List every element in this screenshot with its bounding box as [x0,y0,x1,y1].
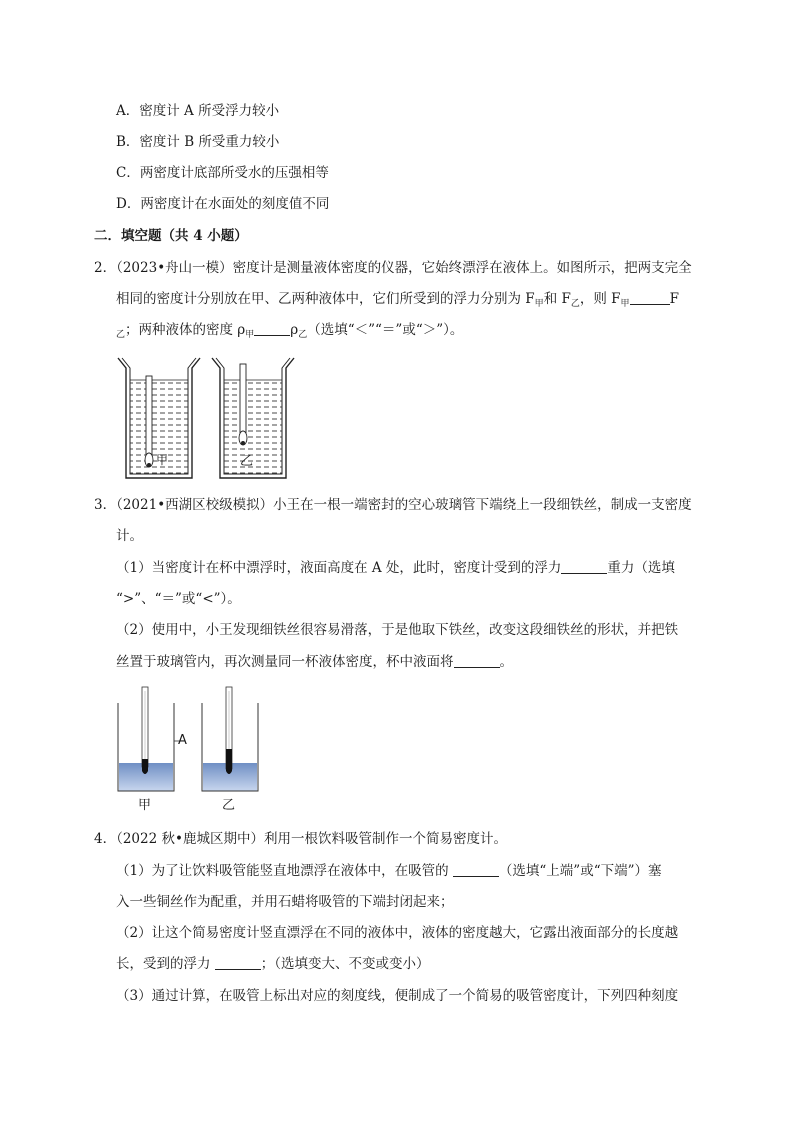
q3-label-yi: 乙 [222,798,236,813]
q3-line2: 计。 [116,528,143,544]
q4-p3-line1: （3）通过计算，在吸管上标出对应的刻度线，便制成了一个简易的吸管密度计，下列四种刻度 [116,988,679,1004]
q3-p1: （1）当密度计在杯中漂浮时，液面高度在 A 处，此时，密度计受到的浮力 重力（选填 [116,560,675,576]
q3-p2-line1: （2）使用中，小王发现细铁丝很容易滑落，于是他取下铁丝，改变这段细铁丝的形状，并把铁 [116,622,679,638]
section-title: 二．填空题（共 4 小题） [94,228,248,244]
q2-blank-2 [254,321,290,336]
q3-figure [112,683,272,817]
q4-p1: （1）为了让饮料吸管能竖直地漂浮在液体中，在吸管的 （选填“上端”或“下端”）塞 [116,863,662,879]
q3-label-a: A [178,733,187,748]
q4-p1-line2: 入一些铜丝作为配重，并用石蜡将吸管的下端封闭起来； [116,894,454,910]
q2-line3: $_乙$；两种液体的密度 $\rho_甲$ $\rho_乙$（选填“＜”“＝”或“＞”）。 [116,322,464,340]
q4-p2-line1: （2）让这个简易密度计竖直漂浮在不同的液体中，液体的密度越大，它露出液面部分的长度越 [116,925,679,941]
q3-p2-line2: 丝置于玻璃管内，再次测量同一杯液体密度，杯中液面将 。 [116,654,513,670]
q3-p1-line2: “>”、“＝”或“<”）。 [116,591,241,607]
q3-blank-2 [454,653,500,668]
q4-line1: 4．（2022 秋•鹿城区期中）利用一根饮料吸管制作一个简易密度计。 [94,831,507,847]
option-a: A．密度计 A 所受浮力较小 [116,103,280,119]
q3-label-jia: 甲 [138,798,152,813]
q2-label-jia: 甲 [156,453,169,467]
q2-line2: 相同的密度计分别放在甲、乙两种液体中，它们所受到的浮力分别为 $F_甲$和 $F_乙$，则 $F_甲$ F [116,291,679,309]
option-d: D．两密度计在水面处的刻度值不同 [116,196,330,212]
q2-label-yi: 乙 [240,454,254,469]
q4-blank-2 [215,955,261,970]
option-b: B．密度计 B 所受重力较小 [116,134,280,150]
q3-blank-1 [561,559,607,574]
q2-line1: 2．（2023•舟山一模）密度计是测量液体密度的仪器，它始终漂浮在液体上。如图所示，把两支完全 [94,260,692,276]
q4-blank-1 [453,862,499,877]
q3-line1: 3．（2021•西湖区校级模拟）小王在一根一端密封的空心玻璃管下端绕上一段细铁丝，制成一支密度 [94,497,692,513]
q4-p2-line2: 长，受到的浮力 ；（选填变大、不变或变小） [116,956,430,972]
option-c: C．两密度计底部所受水的压强相等 [116,165,329,181]
q2-blank-1 [630,290,670,305]
q2-figure [112,356,302,486]
